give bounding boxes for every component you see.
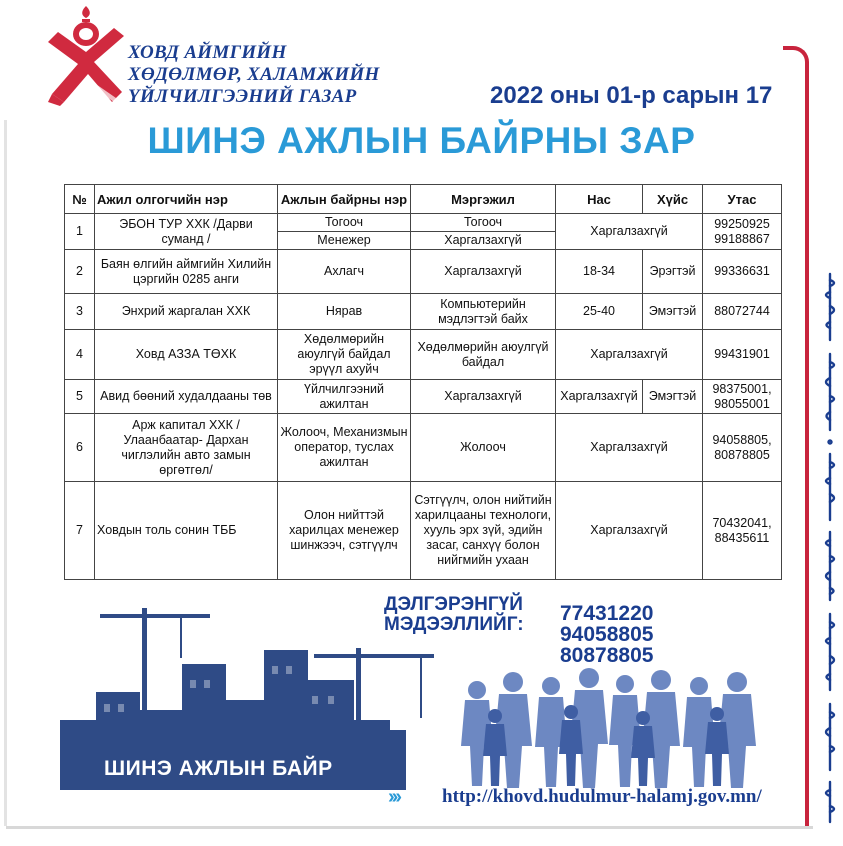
- age-gender-cell: Харгалзахгүй: [556, 414, 703, 482]
- gender-cell: Эрэгтэй: [643, 250, 703, 294]
- profession-cell: Хөдөлмөрийн аюулгүй байдал: [411, 330, 556, 380]
- contact-phone: 94058805: [560, 623, 654, 646]
- job-title-cell: Тогооч: [278, 214, 411, 232]
- decorative-frame-left: [4, 120, 7, 826]
- phone-cell: 99431901: [703, 330, 782, 380]
- table-row: [65, 330, 782, 380]
- header-profession: Мэргэжил: [411, 185, 556, 214]
- decorative-frame-right: [783, 46, 809, 826]
- age-cell: 25-40: [556, 294, 643, 330]
- row-number: 1: [65, 214, 95, 250]
- arrows-icon: ›››: [388, 786, 399, 808]
- header-age: Нас: [556, 185, 643, 214]
- organization-name: [128, 42, 380, 108]
- profession-cell: Харгалзахгүй: [411, 232, 556, 250]
- header-gender: Хүйс: [643, 185, 703, 214]
- job-title-cell: Нярав: [278, 294, 411, 330]
- age-gender-cell: Харгалзахгүй: [556, 330, 703, 380]
- employer-cell: ЭБОН ТУР ХХК /Дарви суманд /: [95, 214, 278, 250]
- contact-line-1: ДЭЛГЭРЭНГҮЙ: [384, 594, 523, 615]
- phone-cell: 99250925 99188867: [703, 214, 782, 250]
- profession-cell: Харгалзахгүй: [411, 250, 556, 294]
- age-cell: Харгалзахгүй: [556, 380, 643, 414]
- header-job-title: Ажлын байрны нэр: [278, 185, 411, 214]
- phone-cell: 98375001, 98055001: [703, 380, 782, 414]
- table-row: [65, 214, 782, 232]
- page-title: ШИНЭ АЖЛЫН БАЙРНЫ ЗАР: [147, 120, 696, 161]
- header-number: №: [65, 185, 95, 214]
- employer-cell: Ховдын толь сонин ТББ: [95, 482, 278, 580]
- row-number: 5: [65, 380, 95, 414]
- banner-text: ШИНЭ АЖЛЫН БАЙР: [104, 757, 333, 780]
- org-line-2: ХӨДӨЛМӨР, ХАЛАМЖИЙН: [128, 64, 380, 85]
- age-gender-cell: Харгалзахгүй: [556, 214, 703, 250]
- employer-cell: Арж капитал ХХК /Улаанбаатар- Дархан чиглэлийн авто замын өргөтгөл/: [95, 414, 278, 482]
- profession-cell: Харгалзахгүй: [411, 380, 556, 414]
- org-line-3: ҮЙЛЧИЛГЭЭНИЙ ГАЗАР: [128, 86, 357, 107]
- people-crowd-icon: [455, 660, 775, 790]
- employer-cell: Баян өлгийн аймгийн Хилийн цэргийн 0285 анги: [95, 250, 278, 294]
- job-title-cell: Үйлчилгээний ажилтан: [278, 380, 411, 414]
- profession-cell: Сэтгүүлч, олон нийтийн харилцааны технологи, хууль эрх зүй, эдийн засаг, санхүү болон нийгмийн ухаан: [411, 482, 556, 580]
- mongolian-script-icon: [818, 270, 842, 830]
- row-number: 6: [65, 414, 95, 482]
- contact-phone: 77431220: [560, 602, 654, 625]
- table-header-row: [65, 185, 782, 214]
- header-phone: Утас: [703, 185, 782, 214]
- table-row: [65, 380, 782, 414]
- contact-phones: [560, 603, 653, 666]
- table-row: [65, 414, 782, 482]
- ministry-logo-icon: [30, 2, 140, 112]
- decorative-frame-bottom: [6, 826, 813, 829]
- table-row: [65, 294, 782, 330]
- header-employer: Ажил олгогчийн нэр: [95, 185, 278, 214]
- job-title-cell: Хөдөлмөрийн аюулгүй байдал эрүүл ахуйч: [278, 330, 411, 380]
- age-gender-cell: Харгалзахгүй: [556, 482, 703, 580]
- announcement-date: 2022 оны 01-р сарын 17: [490, 82, 773, 109]
- gender-cell: Эмэгтэй: [643, 380, 703, 414]
- row-number: 2: [65, 250, 95, 294]
- job-title-cell: Олон нийттэй харилцах менежер шинжээч, сэтгүүлч: [278, 482, 411, 580]
- profession-cell: Тогооч: [411, 214, 556, 232]
- gender-cell: Эмэгтэй: [643, 294, 703, 330]
- profession-cell: Жолооч: [411, 414, 556, 482]
- contact-line-2: МЭДЭЭЛЛИЙГ:: [384, 614, 524, 635]
- job-title-cell: Менежер: [278, 232, 411, 250]
- job-title-cell: Жолооч, Механизмын оператор, туслах ажилтан: [278, 414, 411, 482]
- age-cell: 18-34: [556, 250, 643, 294]
- contact-phone: 80878805: [560, 644, 654, 667]
- phone-cell: 94058805, 80878805: [703, 414, 782, 482]
- employer-cell: Авид бөөний худалдааны төв: [95, 380, 278, 414]
- row-number: 3: [65, 294, 95, 330]
- org-line-1: ХОВД АЙМГИЙН: [128, 42, 287, 63]
- job-listings-table: [64, 184, 782, 580]
- phone-cell: 99336631: [703, 250, 782, 294]
- website-url[interactable]: http://khovd.hudulmur-halamj.gov.mn/: [442, 786, 762, 807]
- employer-cell: Энхрий жаргалан ХХК: [95, 294, 278, 330]
- job-title-cell: Ахлагч: [278, 250, 411, 294]
- employer-cell: Ховд АЗЗА ТӨХК: [95, 330, 278, 380]
- row-number: 4: [65, 330, 95, 380]
- profession-cell: Компьютерийн мэдлэгтэй байх: [411, 294, 556, 330]
- table-row: [65, 482, 782, 580]
- phone-cell: 88072744: [703, 294, 782, 330]
- table-row: [65, 250, 782, 294]
- phone-cell: 70432041, 88435611: [703, 482, 782, 580]
- row-number: 7: [65, 482, 95, 580]
